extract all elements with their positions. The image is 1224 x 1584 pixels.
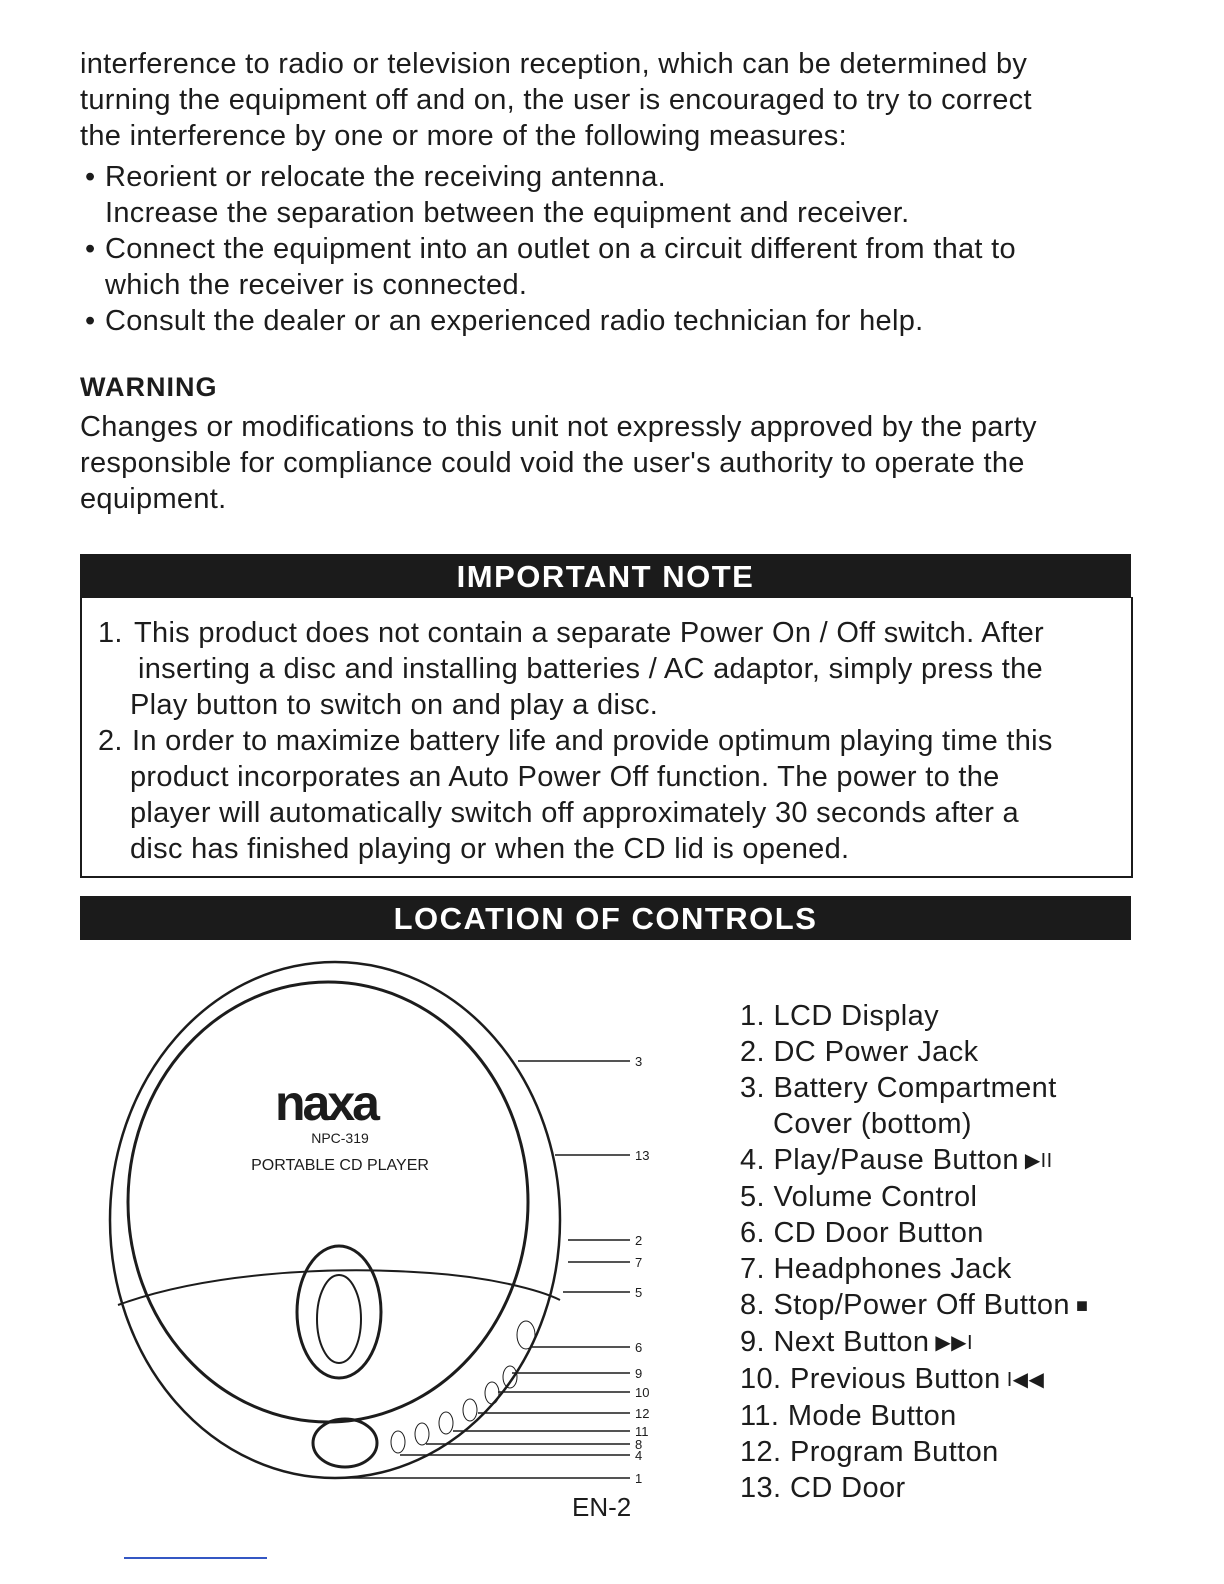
callout-label: 4: [635, 1448, 643, 1463]
previous-icon: I◀◀: [1006, 1369, 1045, 1391]
note-line: player will automatically switch off approximately 30 seconds after a: [130, 797, 1019, 829]
measure-line: Reorient or relocate the receiving antenna.: [105, 161, 667, 193]
legend-number: 5.: [740, 1181, 765, 1213]
callout-label: 8: [635, 1437, 643, 1452]
legend-item: [740, 1142, 1088, 1179]
note-line: Play button to switch on and play a disc.: [130, 689, 659, 721]
legend-item: [740, 1251, 1088, 1287]
callout-label: 11: [635, 1424, 649, 1439]
warning-line: equipment.: [80, 483, 227, 515]
measures-list: [85, 159, 1145, 339]
next-icon: ▶▶I: [935, 1332, 973, 1354]
legend-item: [740, 1215, 1088, 1251]
legend-label: Previous Button: [789, 1363, 1001, 1395]
legend-number: 10.: [740, 1363, 782, 1395]
lcd-display-bezel: [297, 1246, 381, 1378]
legend-label: Headphones Jack: [773, 1253, 1012, 1285]
control-button: [391, 1431, 405, 1453]
product-label: PORTABLE CD PLAYER: [251, 1157, 429, 1174]
lcd-display-window: [317, 1275, 361, 1363]
bullet-dot: •: [85, 161, 96, 193]
legend-number: 4.: [740, 1144, 765, 1176]
note-line: inserting a disc and installing batteries / AC adaptor, simply press the: [138, 653, 1043, 685]
control-button: [485, 1382, 499, 1404]
page-number: EN-2: [572, 1492, 632, 1522]
callout-label: 6: [635, 1340, 643, 1355]
warning-line: Changes or modifications to this unit not expressly approved by the party: [80, 411, 1037, 443]
legend-label: Cover (bottom): [773, 1108, 972, 1140]
callout-label: 5: [635, 1285, 643, 1300]
measure-item: [85, 231, 1145, 303]
warning-paragraph: [80, 409, 1140, 517]
legend-number: 12.: [740, 1436, 782, 1468]
control-button: [463, 1399, 477, 1421]
cd-door-button: [517, 1321, 535, 1349]
legend-label: Volume Control: [773, 1181, 978, 1213]
measure-line: Connect the equipment into an outlet on a circuit different from that to: [105, 233, 1016, 265]
legend-label: Battery Compartment: [773, 1072, 1057, 1104]
callout-label: 1: [635, 1471, 643, 1486]
measure-line: which the receiver is connected.: [105, 269, 528, 301]
legend-label: LCD Display: [773, 1000, 940, 1032]
cd-player-diagram: [100, 955, 670, 1495]
note-line: In order to maximize battery life and provide optimum playing time this: [132, 725, 1053, 757]
legend-label: Mode Button: [787, 1400, 957, 1432]
bullet-dot: •: [85, 305, 96, 337]
important-note-box: [80, 597, 1133, 878]
intro-line: the interference by one or more of the following measures:: [80, 120, 847, 152]
controls-legend: [740, 998, 1088, 1506]
legend-number: 3.: [740, 1072, 765, 1104]
legend-label: Next Button: [773, 1326, 930, 1358]
intro-line: turning the equipment off and on, the user is encouraged to try to correct: [80, 84, 1032, 116]
callout-label: 7: [635, 1255, 643, 1270]
legend-item: [740, 1106, 1088, 1142]
control-button: [439, 1412, 453, 1434]
legend-item: [740, 1398, 1088, 1434]
callout-label: 9: [635, 1366, 643, 1381]
callout-label: 10: [635, 1385, 650, 1400]
player-outer-body: [110, 962, 560, 1478]
footer-underline: [124, 1557, 267, 1559]
legend-label: Stop/Power Off Button: [773, 1289, 1070, 1321]
measure-line: Increase the separation between the equipment and receiver.: [105, 197, 910, 229]
legend-number: 13.: [740, 1472, 782, 1504]
legend-number: 1.: [740, 1000, 765, 1032]
note-item: [98, 615, 1044, 723]
intro-line: interference to radio or television reception, which can be determined by: [80, 48, 1028, 80]
legend-item: [740, 1324, 1088, 1361]
callout-label: 12: [635, 1406, 650, 1421]
legend-item: [740, 1034, 1088, 1070]
intro-paragraph: [80, 46, 1140, 154]
legend-number: 7.: [740, 1253, 765, 1285]
callout-label: 13: [635, 1148, 650, 1163]
legend-number: 6.: [740, 1217, 765, 1249]
play-pause-icon: ▶II: [1024, 1150, 1053, 1172]
callout-label: 3: [635, 1054, 643, 1069]
note-line: disc has finished playing or when the CD lid is opened.: [130, 833, 850, 865]
measure-line: Consult the dealer or an experienced radio technician for help.: [105, 305, 924, 337]
legend-item: [740, 1070, 1088, 1106]
legend-number: 9.: [740, 1326, 765, 1358]
stop-icon: ■: [1075, 1295, 1089, 1317]
legend-item: [740, 1179, 1088, 1215]
legend-label: CD Door: [789, 1472, 906, 1504]
legend-label: DC Power Jack: [773, 1036, 979, 1068]
legend-item: [740, 1361, 1088, 1398]
legend-label: Program Button: [789, 1436, 999, 1468]
legend-item: [740, 1287, 1088, 1324]
location-of-controls-banner: LOCATION OF CONTROLS: [80, 896, 1131, 940]
legend-number: 11.: [740, 1400, 780, 1432]
measure-item: [85, 159, 1145, 231]
warning-line: responsible for compliance could void the user's authority to operate the: [80, 447, 1025, 479]
legend-label: CD Door Button: [773, 1217, 984, 1249]
note-line: product incorporates an Auto Power Off function. The power to the: [130, 761, 1000, 793]
callout-label: 2: [635, 1233, 643, 1248]
control-button: [415, 1423, 429, 1445]
bullet-dot: •: [85, 233, 96, 265]
legend-number: 2.: [740, 1036, 765, 1068]
important-note-banner: IMPORTANT NOTE: [80, 554, 1131, 598]
note-item: [98, 723, 1053, 867]
note-number: 2.: [98, 725, 123, 757]
legend-number: 8.: [740, 1289, 765, 1321]
legend-label: Play/Pause Button: [773, 1144, 1019, 1176]
note-number: 1.: [98, 617, 123, 649]
legend-item: [740, 1470, 1088, 1506]
note-line: This product does not contain a separate Power On / Off switch. After: [134, 617, 1044, 649]
warning-title: WARNING: [80, 372, 218, 402]
legend-item: [740, 998, 1088, 1034]
measure-item: [85, 303, 1145, 339]
model-label: NPC-319: [311, 1130, 369, 1146]
play-pause-button: [313, 1419, 377, 1467]
brand-logo: naxa: [275, 1075, 377, 1131]
legend-item: [740, 1434, 1088, 1470]
